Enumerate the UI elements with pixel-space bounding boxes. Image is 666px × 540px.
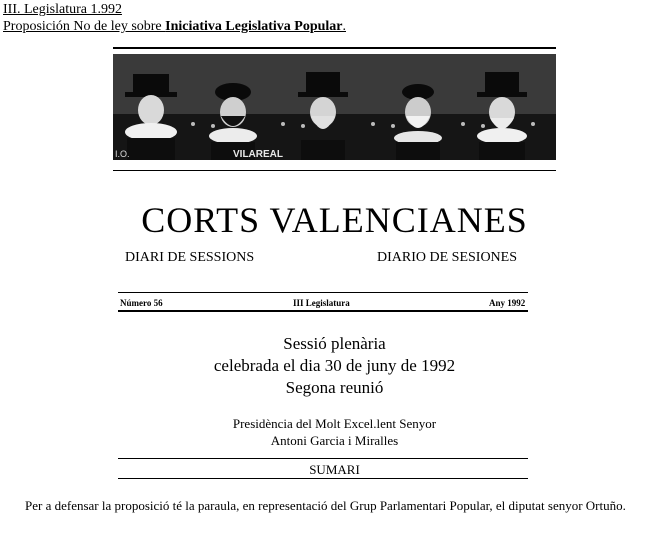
president-name: Antoni Garcia i Miralles bbox=[270, 433, 399, 448]
masthead-illustration bbox=[113, 54, 556, 160]
banner-caption-center: VILAREAL bbox=[233, 149, 283, 160]
portraits-illustration bbox=[113, 54, 556, 160]
session-title: Sessió plenària bbox=[283, 334, 386, 353]
meta-top-rule bbox=[118, 292, 528, 293]
presidency-info bbox=[113, 415, 556, 449]
presidency-title: Presidència del Molt Excel.lent Senyor bbox=[232, 416, 437, 431]
session-info bbox=[113, 333, 556, 399]
sumari-top-rule bbox=[118, 458, 528, 459]
issue-number: Número 56 bbox=[120, 298, 163, 308]
banner-bottom-rule bbox=[113, 170, 556, 171]
top-rule bbox=[113, 47, 556, 49]
session-meeting: Segona reunió bbox=[285, 378, 384, 397]
body-paragraph: Per a defensar la proposició té la paraula, en representació del Grup Parlamentari Popular, el diputat senyor Ortuño. bbox=[25, 498, 626, 513]
proposition-heading: Proposición No de ley sobre Iniciativa Legislativa Popular. bbox=[3, 19, 346, 34]
session-date: celebrada el dia 30 de juny de 1992 bbox=[213, 356, 456, 375]
proposition-subject: Iniciativa Legislativa Popular bbox=[165, 19, 343, 34]
diario-de-sesiones-label: DIARIO DE SESIONES bbox=[377, 250, 517, 265]
diari-de-sessions-label: DIARI DE SESSIONS bbox=[125, 250, 255, 265]
sumari-bottom-rule bbox=[118, 478, 528, 479]
legislature-label: III Legislatura bbox=[293, 298, 350, 308]
meta-bottom-rule bbox=[118, 310, 528, 312]
legislature-heading: III. Legislatura 1.992 bbox=[3, 2, 122, 17]
year-label: Any 1992 bbox=[489, 298, 526, 308]
sumari-label: SUMARI bbox=[309, 462, 360, 477]
banner-caption-left: I.O. bbox=[115, 149, 130, 159]
masthead-title: CORTS VALENCIANES bbox=[141, 200, 528, 240]
